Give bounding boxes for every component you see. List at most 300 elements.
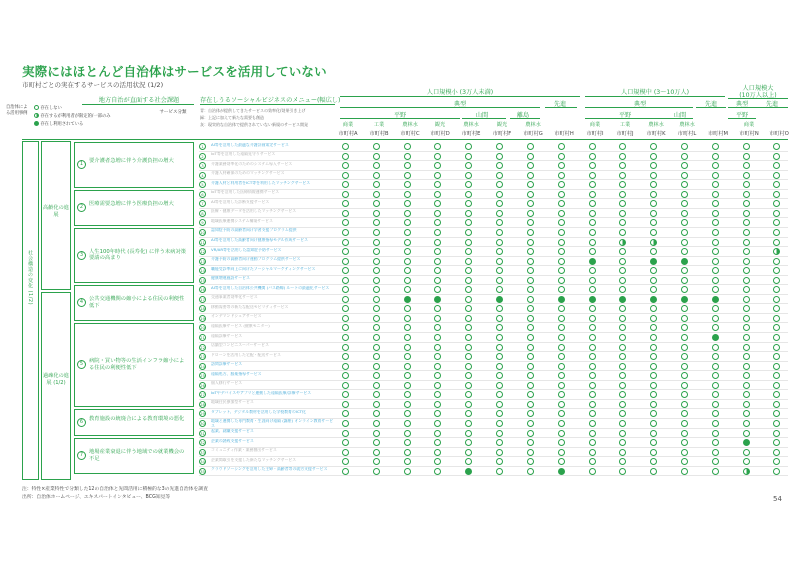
- empty-circle-icon: [589, 401, 596, 408]
- subgroup-large-advanced: 先進: [765, 101, 779, 108]
- empty-circle-icon: [434, 410, 441, 417]
- empty-circle-icon: [373, 258, 380, 265]
- empty-circle-icon: [681, 468, 688, 475]
- empty-circle-icon: [373, 239, 380, 246]
- service-number: 17: [200, 296, 205, 302]
- industry-label: 農林水: [679, 122, 695, 128]
- empty-circle-icon: [373, 449, 380, 456]
- empty-circle-icon: [773, 324, 780, 331]
- empty-circle-icon: [773, 296, 780, 303]
- empty-circle-icon: [373, 210, 380, 217]
- issue-header: 地方自治が直面する社会課題: [98, 97, 180, 104]
- empty-circle-icon: [743, 420, 750, 427]
- filled-circle-icon: [496, 296, 503, 303]
- service-number: 25: [200, 373, 205, 379]
- empty-circle-icon: [589, 143, 596, 150]
- industry-label: 農林水: [402, 122, 418, 128]
- empty-circle-icon: [527, 296, 534, 303]
- empty-circle-icon: [373, 267, 380, 274]
- empty-circle-icon: [558, 344, 565, 351]
- empty-circle-icon: [773, 439, 780, 446]
- empty-circle-icon: [527, 401, 534, 408]
- empty-circle-icon: [404, 191, 411, 198]
- empty-circle-icon: [404, 410, 411, 417]
- empty-circle-icon: [373, 305, 380, 312]
- empty-circle-icon: [619, 315, 626, 322]
- empty-circle-icon: [434, 286, 441, 293]
- service-label: コミュニティ作業・業務創出サービス: [211, 448, 277, 453]
- empty-circle-icon: [373, 458, 380, 465]
- empty-circle-icon: [434, 239, 441, 246]
- empty-circle-icon: [404, 210, 411, 217]
- empty-circle-icon: [619, 324, 626, 331]
- empty-circle-icon: [619, 305, 626, 312]
- filled-circle-icon: [558, 296, 565, 303]
- empty-circle-icon: [589, 267, 596, 274]
- empty-circle-icon: [773, 153, 780, 160]
- empty-circle-icon: [342, 324, 349, 331]
- empty-circle-icon: [342, 286, 349, 293]
- empty-circle-icon: [434, 277, 441, 284]
- empty-circle-icon: [527, 267, 534, 274]
- empty-circle-icon: [527, 420, 534, 427]
- empty-circle-icon: [404, 219, 411, 226]
- issue-label: 人生100年時代 (長寿化) に伴う未病対策要請の高まり: [89, 248, 187, 262]
- service-label: 健康増進施設サービス: [211, 276, 250, 281]
- empty-circle-icon: [465, 344, 472, 351]
- empty-circle-icon: [650, 277, 657, 284]
- empty-circle-icon: [465, 363, 472, 370]
- empty-circle-icon: [743, 458, 750, 465]
- industry-label: 工業: [373, 122, 385, 128]
- empty-circle-icon: [589, 439, 596, 446]
- empty-circle-icon: [465, 372, 472, 379]
- empty-circle-icon: [681, 324, 688, 331]
- empty-circle-icon: [527, 239, 534, 246]
- empty-circle-icon: [773, 286, 780, 293]
- empty-circle-icon: [589, 353, 596, 360]
- empty-circle-icon: [619, 200, 626, 207]
- empty-circle-icon: [404, 353, 411, 360]
- service-label: 遠隔処方、服薬指導サービス: [211, 371, 262, 376]
- tag-legend-gray: 灰：現実的な自治体で提供されていない新規のサービス開発: [200, 122, 308, 127]
- empty-circle-icon: [496, 286, 503, 293]
- empty-circle-icon: [373, 229, 380, 236]
- tag-legend-blue: 青：自治体が提供してきたサービスの効率化/効果引き上げ: [200, 108, 306, 113]
- industry-label: 工業: [619, 122, 631, 128]
- empty-circle-icon: [558, 172, 565, 179]
- empty-circle-icon: [743, 229, 750, 236]
- empty-circle-icon: [712, 258, 719, 265]
- service-label: 起業、就職支援サービス: [211, 429, 254, 433]
- service-label: IoTやデバイスやアプリと連動した遠隔医療/診療サービス: [211, 390, 312, 395]
- empty-circle-icon: [743, 324, 750, 331]
- legend-item-full: 存在し利用されている: [34, 121, 83, 128]
- empty-circle-icon: [558, 382, 565, 389]
- empty-circle-icon: [434, 391, 441, 398]
- empty-circle-icon: [681, 239, 688, 246]
- empty-circle-icon: [465, 210, 472, 217]
- empty-circle-icon: [589, 277, 596, 284]
- empty-circle-icon: [465, 410, 472, 417]
- empty-circle-icon: [434, 430, 441, 437]
- empty-circle-icon: [527, 181, 534, 188]
- empty-circle-icon: [619, 258, 626, 265]
- service-label: 交通事業者効率化サービス: [211, 295, 258, 300]
- empty-circle-icon: [404, 391, 411, 398]
- empty-circle-icon: [342, 153, 349, 160]
- empty-circle-icon: [434, 153, 441, 160]
- legend-item-half: 存在するが利用者が限定的/一部のみ: [34, 113, 111, 120]
- empty-circle-icon: [404, 200, 411, 207]
- empty-circle-icon: [712, 430, 719, 437]
- empty-circle-icon: [681, 420, 688, 427]
- empty-circle-icon: [527, 353, 534, 360]
- empty-circle-icon: [434, 420, 441, 427]
- service-number: 21: [200, 335, 205, 340]
- empty-circle-icon: [342, 258, 349, 265]
- filled-circle-icon: [465, 468, 472, 475]
- empty-circle-icon: [619, 248, 626, 255]
- empty-circle-icon: [589, 458, 596, 465]
- filled-circle-icon: [404, 296, 411, 303]
- empty-circle-icon: [712, 267, 719, 274]
- empty-circle-icon: [527, 372, 534, 379]
- empty-circle-icon: [527, 258, 534, 265]
- empty-circle-icon: [650, 181, 657, 188]
- empty-circle-icon: [619, 458, 626, 465]
- municipality-label: 市町村F: [492, 131, 512, 137]
- empty-circle-icon: [434, 353, 441, 360]
- empty-circle-icon: [373, 420, 380, 427]
- empty-circle-icon: [373, 401, 380, 408]
- empty-circle-icon: [496, 258, 503, 265]
- service-label: 企業間取引を支援した新たなマッチングサービス: [211, 457, 297, 462]
- empty-circle-icon: [681, 391, 688, 398]
- empty-circle-icon: [558, 239, 565, 246]
- group-box-depopulation: [41, 292, 71, 480]
- empty-circle-icon: [496, 191, 503, 198]
- subgroup-medium-typical: 典型: [633, 101, 647, 108]
- empty-circle-icon: [589, 372, 596, 379]
- empty-circle-icon: [465, 296, 472, 303]
- empty-circle-icon: [434, 200, 441, 207]
- empty-circle-icon: [589, 391, 596, 398]
- service-label: 個人移行サービス: [211, 381, 243, 386]
- empty-circle-icon: [558, 458, 565, 465]
- issue-number: 3: [77, 251, 86, 260]
- empty-circle-icon: [342, 162, 349, 169]
- empty-circle-icon: [434, 143, 441, 150]
- empty-circle-icon: [527, 315, 534, 322]
- issue-box: [74, 190, 194, 226]
- empty-circle-icon: [773, 277, 780, 284]
- empty-circle-icon: [650, 449, 657, 456]
- empty-circle-icon: [558, 401, 565, 408]
- empty-circle-icon: [496, 315, 503, 322]
- service-number: 20: [200, 325, 205, 331]
- service-number: 2: [199, 153, 206, 160]
- empty-circle-icon: [712, 439, 719, 446]
- empty-circle-icon: [589, 468, 596, 475]
- empty-circle-icon: [681, 143, 688, 150]
- service-label: オンデマンドシェアサービス: [211, 314, 262, 319]
- service-label: 地域医療連携システム構築サービス: [211, 218, 273, 223]
- empty-circle-icon: [373, 363, 380, 370]
- empty-circle-icon: [527, 248, 534, 255]
- empty-circle-icon: [434, 248, 441, 255]
- empty-circle-icon: [681, 229, 688, 236]
- empty-circle-icon: [743, 305, 750, 312]
- empty-circle-icon: [496, 210, 503, 217]
- empty-circle-icon: [743, 267, 750, 274]
- empty-circle-icon: [496, 449, 503, 456]
- empty-circle-icon: [558, 391, 565, 398]
- empty-circle-icon: [342, 296, 349, 303]
- empty-circle-icon: [465, 162, 472, 169]
- empty-circle-icon: [619, 181, 626, 188]
- empty-circle-icon: [773, 458, 780, 465]
- region-mountain-small: 山間: [475, 112, 489, 119]
- empty-circle-icon: [589, 210, 596, 217]
- empty-circle-icon: [527, 391, 534, 398]
- empty-circle-icon: [527, 162, 534, 169]
- empty-circle-icon: [465, 277, 472, 284]
- group-label-aging: 高齢化の進展: [43, 205, 69, 218]
- empty-circle-icon: [373, 430, 380, 437]
- empty-circle-icon: [743, 410, 750, 417]
- empty-circle-icon: [465, 458, 472, 465]
- empty-circle-icon: [527, 449, 534, 456]
- empty-circle-icon: [681, 449, 688, 456]
- empty-circle-icon: [619, 430, 626, 437]
- industry-label: 農林水: [648, 122, 664, 128]
- empty-circle-icon: [373, 372, 380, 379]
- empty-circle-icon: [527, 334, 534, 341]
- empty-circle-icon: [589, 248, 596, 255]
- empty-circle-icon: [619, 382, 626, 389]
- empty-circle-icon: [342, 143, 349, 150]
- empty-circle-icon: [558, 324, 565, 331]
- municipality-label: 市町村B: [369, 131, 389, 137]
- service-label: 遠隔医療サービス (健康モニター): [211, 323, 270, 328]
- empty-circle-icon: [619, 410, 626, 417]
- empty-circle-icon: [681, 277, 688, 284]
- empty-circle-icon: [342, 315, 349, 322]
- municipality-label: 市町村K: [646, 131, 666, 137]
- empty-circle-icon: [373, 468, 380, 475]
- empty-circle-icon: [527, 410, 534, 417]
- empty-circle-icon: [404, 277, 411, 284]
- empty-circle-icon: [681, 401, 688, 408]
- empty-circle-icon: [650, 410, 657, 417]
- municipality-label: 市町村J: [616, 131, 634, 137]
- empty-circle-icon: [496, 382, 503, 389]
- empty-circle-icon: [404, 286, 411, 293]
- empty-circle-icon: [342, 344, 349, 351]
- empty-circle-icon: [404, 449, 411, 456]
- empty-circle-icon: [342, 267, 349, 274]
- empty-circle-icon: [404, 324, 411, 331]
- empty-circle-icon: [373, 191, 380, 198]
- empty-circle-icon: [342, 210, 349, 217]
- municipality-label: 市町村L: [677, 131, 697, 137]
- empty-circle-icon: [619, 143, 626, 150]
- empty-circle-icon: [404, 439, 411, 446]
- issue-box: [74, 142, 194, 188]
- empty-circle-icon: [558, 248, 565, 255]
- empty-circle-icon: [404, 143, 411, 150]
- empty-circle-icon: [373, 277, 380, 284]
- empty-circle-icon: [619, 449, 626, 456]
- empty-circle-icon: [712, 286, 719, 293]
- empty-circle-icon: [743, 286, 750, 293]
- service-label: AI等を活用した高齢者向け健康指導モデル作成サービス: [211, 238, 308, 242]
- empty-circle-icon: [434, 372, 441, 379]
- empty-circle-icon: [619, 401, 626, 408]
- empty-circle-icon: [558, 153, 565, 160]
- empty-circle-icon: [589, 344, 596, 351]
- empty-circle-icon: [589, 334, 596, 341]
- empty-circle-icon: [496, 334, 503, 341]
- empty-circle-icon: [743, 449, 750, 456]
- empty-circle-icon: [589, 420, 596, 427]
- empty-circle-icon: [712, 324, 719, 331]
- empty-circle-icon: [589, 200, 596, 207]
- issue-number: 2: [77, 203, 86, 212]
- empty-circle-icon: [373, 353, 380, 360]
- service-number: 6: [199, 191, 206, 198]
- service-label: 地域と連携した専門教育・生涯向け遠隔 (講座) オンライン教育サービス: [211, 419, 334, 429]
- filled-circle-icon: [712, 296, 719, 303]
- empty-circle-icon: [589, 286, 596, 293]
- empty-circle-icon: [773, 420, 780, 427]
- tag-legend-green: 緑：上記に加えて新たな需要も創造: [200, 115, 264, 120]
- service-number: 14: [200, 268, 205, 274]
- empty-circle-icon: [434, 401, 441, 408]
- empty-circle-icon: [527, 200, 534, 207]
- empty-circle-icon: [681, 334, 688, 341]
- empty-circle-icon: [743, 248, 750, 255]
- empty-circle-icon: [404, 162, 411, 169]
- empty-circle-icon: [404, 239, 411, 246]
- empty-circle-icon: [373, 219, 380, 226]
- empty-circle-icon: [527, 344, 534, 351]
- empty-circle-icon: [342, 334, 349, 341]
- empty-circle-icon: [773, 229, 780, 236]
- empty-circle-icon: [558, 219, 565, 226]
- empty-circle-icon: [527, 324, 534, 331]
- empty-circle-icon: [743, 172, 750, 179]
- empty-circle-icon: [373, 181, 380, 188]
- empty-circle-icon: [527, 458, 534, 465]
- service-label: 移動需要等の新たな配送モビリティサービス: [211, 304, 289, 309]
- issue-number: 1: [77, 160, 86, 169]
- empty-circle-icon: [712, 229, 719, 236]
- empty-circle-icon: [465, 181, 472, 188]
- source-note: 出所：自治体ホームページ、エキスパートインタビュー、BCG知見等: [22, 495, 171, 500]
- empty-circle-icon: [681, 372, 688, 379]
- empty-circle-icon: [558, 210, 565, 217]
- filled-circle-icon: [650, 258, 657, 265]
- empty-circle-icon: [650, 229, 657, 236]
- empty-circle-icon: [342, 420, 349, 427]
- empty-circle-icon: [650, 458, 657, 465]
- empty-circle-icon: [681, 430, 688, 437]
- empty-circle-icon: [589, 162, 596, 169]
- empty-circle-icon: [527, 219, 534, 226]
- empty-circle-icon: [743, 258, 750, 265]
- empty-circle-icon: [619, 153, 626, 160]
- service-number: 23: [200, 354, 205, 360]
- empty-circle-icon: [773, 344, 780, 351]
- empty-circle-icon: [496, 172, 503, 179]
- empty-circle-icon: [773, 372, 780, 379]
- empty-circle-icon: [434, 172, 441, 179]
- empty-circle-icon: [619, 191, 626, 198]
- empty-circle-icon: [712, 200, 719, 207]
- empty-circle-icon: [558, 191, 565, 198]
- empty-circle-icon: [558, 305, 565, 312]
- empty-circle-icon: [712, 353, 719, 360]
- empty-circle-icon: [465, 334, 472, 341]
- empty-circle-icon: [373, 324, 380, 331]
- municipality-label: 市町村A: [338, 131, 358, 137]
- empty-circle-icon: [712, 401, 719, 408]
- empty-circle-icon: [773, 391, 780, 398]
- empty-circle-icon: [496, 248, 503, 255]
- empty-circle-icon: [712, 315, 719, 322]
- main-category-label: 社会構造の変化 (1/2): [27, 250, 33, 306]
- empty-circle-icon: [558, 449, 565, 456]
- empty-circle-icon: [465, 353, 472, 360]
- empty-circle-icon: [558, 162, 565, 169]
- empty-circle-icon: [650, 143, 657, 150]
- empty-circle-icon: [434, 458, 441, 465]
- empty-circle-icon: [743, 210, 750, 217]
- empty-circle-icon: [496, 267, 503, 274]
- municipality-label: 市町村D: [430, 131, 450, 137]
- empty-circle-icon: [558, 363, 565, 370]
- service-label: AI等を活用した診断支援サービス: [211, 199, 270, 204]
- empty-circle-icon: [619, 172, 626, 179]
- empty-circle-icon: [404, 363, 411, 370]
- empty-circle-icon: [373, 200, 380, 207]
- empty-circle-icon: [496, 430, 503, 437]
- empty-circle-icon: [712, 449, 719, 456]
- empty-circle-icon: [619, 267, 626, 274]
- empty-circle-icon: [650, 439, 657, 446]
- empty-circle-icon: [773, 449, 780, 456]
- empty-circle-icon: [404, 468, 411, 475]
- legend-title: 自治体による活用事例: [6, 105, 28, 116]
- empty-circle-icon: [342, 229, 349, 236]
- empty-circle-icon: [465, 248, 472, 255]
- empty-circle-icon: [589, 430, 596, 437]
- empty-circle-icon: [619, 334, 626, 341]
- empty-circle-icon: [496, 372, 503, 379]
- empty-circle-icon: [650, 172, 657, 179]
- empty-circle-icon: [743, 344, 750, 351]
- empty-circle-icon: [496, 305, 503, 312]
- service-number: 16: [200, 287, 205, 293]
- empty-circle-icon: [619, 372, 626, 379]
- empty-circle-icon: [712, 153, 719, 160]
- empty-circle-icon: [404, 315, 411, 322]
- service-number: 9: [199, 219, 206, 226]
- empty-circle-icon: [681, 210, 688, 217]
- empty-circle-icon: [342, 239, 349, 246]
